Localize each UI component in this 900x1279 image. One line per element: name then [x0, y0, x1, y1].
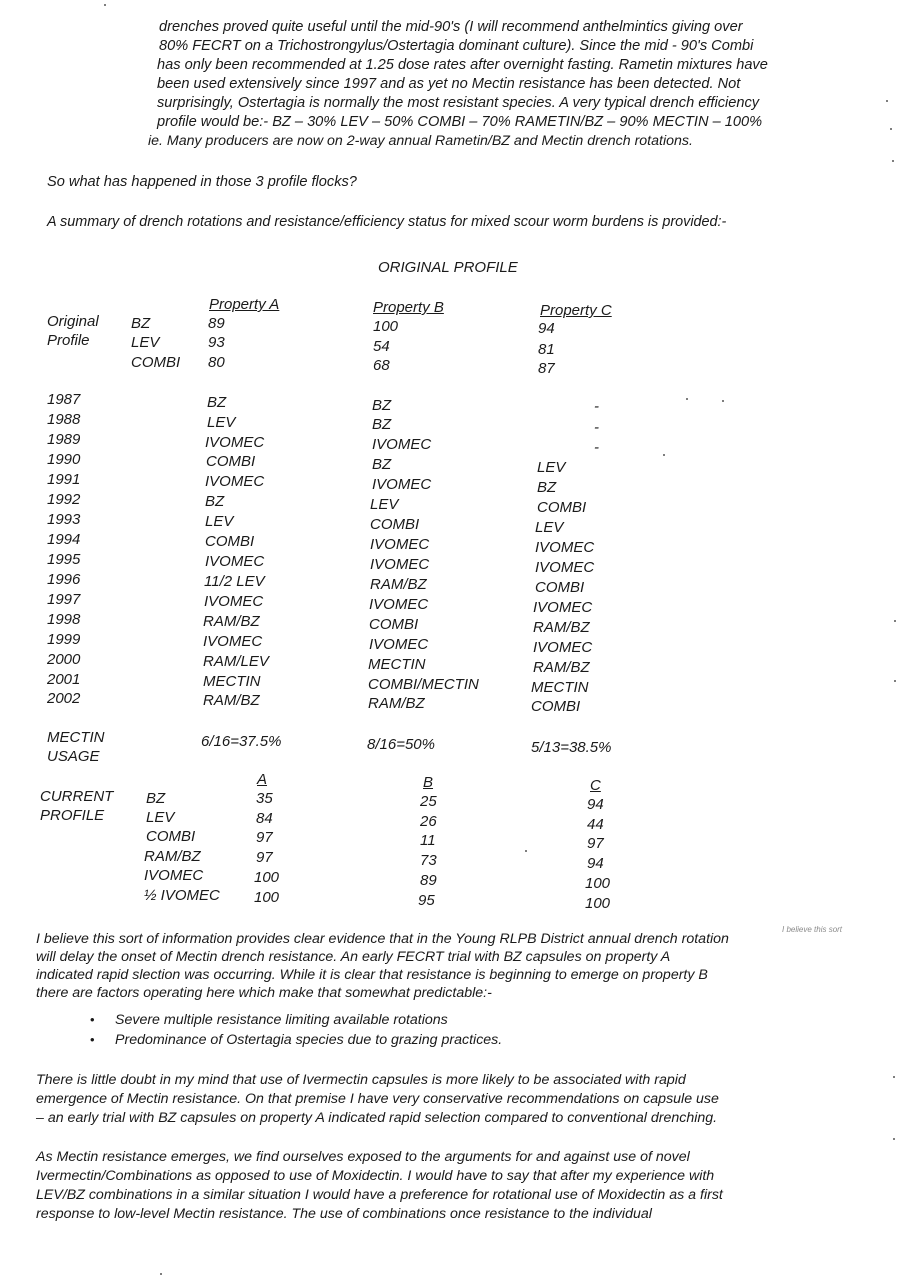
summary-intro: A summary of drench rotations and resistance/efficiency status for mixed scour worm burdens is provided:-	[47, 214, 727, 230]
rotation-b: BZ	[372, 416, 392, 433]
scan-speck	[663, 454, 665, 456]
rotation-a: RAM/LEV	[203, 653, 269, 670]
bullet-dot: •	[90, 1032, 95, 1047]
paragraph-line: As Mectin resistance emerges, we find ourselves exposed to the arguments for and against use of novel	[36, 1149, 690, 1165]
scan-speck	[525, 850, 527, 852]
rotation-b: COMBI	[370, 516, 420, 533]
rotation-b: IVOMEC	[369, 636, 429, 653]
scan-speck	[893, 1138, 895, 1140]
mectin-usage-label: USAGE	[47, 748, 100, 765]
current-header-a: A	[257, 771, 268, 788]
year-cell: 1987	[47, 391, 81, 408]
rotation-b: IVOMEC	[372, 476, 432, 493]
drench-name: IVOMEC	[144, 867, 204, 884]
drench-name: COMBI	[146, 828, 196, 845]
year-cell: 1990	[47, 451, 81, 468]
current-value-b: 95	[418, 892, 435, 909]
rotation-c: -	[594, 398, 599, 415]
current-value-c: 94	[587, 855, 604, 872]
rotation-c: IVOMEC	[535, 539, 595, 556]
year-cell: 1991	[47, 471, 81, 488]
bullet-item: Predominance of Ostertagia species due to grazing practices.	[115, 1032, 503, 1048]
paragraph-line: response to low-level Mectin resistance. The use of combinations once resistance to the individual	[36, 1206, 652, 1222]
property-c-header: Property C	[540, 302, 612, 319]
profile-value-a: 89	[208, 315, 225, 332]
intro-line: surprisingly, Ostertagia is normally the most resistant species. A very typical drench efficiency	[157, 95, 760, 111]
rotation-b: BZ	[372, 456, 392, 473]
rotation-a: COMBI	[205, 533, 255, 550]
paragraph-line: There is little doubt in my mind that use of Ivermectin capsules is more likely to be associated with rapid	[36, 1072, 686, 1088]
rotation-b: LEV	[370, 496, 399, 513]
rotation-a: 11/2 LEV	[204, 573, 265, 590]
current-value-b: 73	[420, 852, 437, 869]
intro-line: drenches proved quite useful until the mid-90's (I will recommend anthelmintics giving over	[159, 19, 743, 35]
rotation-b: COMBI/MECTIN	[368, 676, 479, 693]
rotation-c: IVOMEC	[535, 559, 595, 576]
drench-name: ½ IVOMEC	[144, 887, 220, 904]
year-cell: 2002	[47, 690, 81, 707]
margin-note: I believe this sort	[782, 925, 843, 934]
rotation-c: IVOMEC	[533, 639, 593, 656]
original-profile-label: Original	[47, 313, 99, 330]
intro-line: been used extensively since 1997 and as yet no Mectin resistance has been detected. Not	[157, 76, 741, 92]
paragraph-line: I believe this sort of information provides clear evidence that in the Young RLPB District annual drench rotation	[36, 931, 729, 947]
current-value-a: 84	[256, 810, 273, 827]
current-value-c: 44	[587, 816, 604, 833]
rotation-b: BZ	[372, 397, 392, 414]
current-value-b: 11	[420, 832, 436, 849]
property-b-header: Property B	[373, 299, 444, 316]
year-cell: 2001	[47, 671, 81, 688]
year-cell: 1998	[47, 611, 81, 628]
rotation-c: COMBI	[531, 698, 581, 715]
scan-speck	[886, 100, 888, 102]
bullet-dot: •	[90, 1012, 95, 1027]
rotation-c: -	[594, 419, 599, 436]
mectin-usage-label: MECTIN	[47, 729, 105, 746]
rotation-a: IVOMEC	[203, 633, 263, 650]
drench-name: BZ	[146, 790, 166, 807]
rotation-c: RAM/BZ	[533, 659, 590, 676]
scan-speck	[890, 128, 892, 130]
intro-line: has only been recommended at 1.25 dose rates after overnight fasting. Rametin mixtures have	[157, 57, 768, 73]
mectin-usage-a: 6/16=37.5%	[201, 733, 282, 750]
current-value-a: 35	[256, 790, 273, 807]
year-cell: 1994	[47, 531, 81, 548]
rotation-c: RAM/BZ	[533, 619, 590, 636]
scan-speck	[892, 160, 894, 162]
year-cell: 1995	[47, 551, 81, 568]
rotation-a: LEV	[207, 414, 236, 431]
paragraph-line: emergence of Mectin resistance. On that premise I have very conservative recommendations on capsule use	[36, 1091, 719, 1107]
mectin-usage-c: 5/13=38.5%	[531, 739, 612, 756]
intro-line: profile would be:- BZ – 30% LEV – 50% COMBI – 70% RAMETIN/BZ – 90% MECTIN – 100%	[157, 114, 763, 130]
paragraph-line: LEV/BZ combinations in a similar situation I would have a preference for rotational use of Moxidectin as a first	[36, 1187, 723, 1203]
rotation-b: RAM/BZ	[368, 695, 425, 712]
scan-speck	[160, 1273, 162, 1275]
rotation-b: RAM/BZ	[370, 576, 427, 593]
current-value-a: 97	[256, 829, 273, 846]
question-text: So what has happened in those 3 profile flocks?	[47, 174, 357, 190]
intro-line: 80% FECRT on a Trichostrongylus/Ostertagia dominant culture). Since the mid - 90's Combi	[159, 38, 754, 54]
paragraph-line: there are factors operating here which make that somewhat predictable:-	[36, 985, 492, 1001]
scan-speck	[894, 680, 896, 682]
scan-speck	[104, 4, 106, 6]
current-value-c: 97	[587, 835, 604, 852]
mectin-usage-b: 8/16=50%	[367, 736, 435, 753]
profile-value-b: 54	[373, 338, 390, 355]
year-cell: 1989	[47, 431, 81, 448]
bullet-item: Severe multiple resistance limiting available rotations	[115, 1012, 448, 1028]
rotation-a: RAM/BZ	[203, 692, 260, 709]
current-header-b: B	[423, 774, 434, 791]
profile-value-c: 81	[538, 341, 555, 358]
current-value-c: 100	[585, 895, 611, 912]
rotation-b: IVOMEC	[370, 556, 430, 573]
scan-speck	[722, 400, 724, 402]
rotation-b: MECTIN	[368, 656, 426, 673]
rotation-a: BZ	[205, 493, 225, 510]
profile-value-c: 87	[538, 360, 555, 377]
rotation-c: BZ	[537, 479, 557, 496]
current-value-c: 94	[587, 796, 604, 813]
current-value-b: 26	[420, 813, 437, 830]
rotation-c: LEV	[535, 519, 564, 536]
drench-name: LEV	[131, 334, 160, 351]
paragraph-line: indicated rapid slection was occurring. While it is clear that resistance is beginning to emerge on property B	[36, 967, 708, 983]
current-value-a: 100	[254, 869, 280, 886]
rotation-c: COMBI	[537, 499, 587, 516]
profile-value-a: 80	[208, 354, 225, 371]
rotation-b: IVOMEC	[372, 436, 432, 453]
profile-value-c: 94	[538, 320, 555, 337]
drench-name: COMBI	[131, 354, 181, 371]
current-value-b: 25	[420, 793, 437, 810]
rotation-a: LEV	[205, 513, 234, 530]
year-cell: 1992	[47, 491, 81, 508]
paragraph-line: – an early trial with BZ capsules on property A indicated rapid selection compared to conventional drenching.	[36, 1110, 718, 1126]
table-title: ORIGINAL PROFILE	[378, 259, 518, 276]
rotation-b: COMBI	[369, 616, 419, 633]
rotation-c: MECTIN	[531, 679, 589, 696]
rotation-a: IVOMEC	[205, 553, 265, 570]
profile-value-b: 68	[373, 357, 390, 374]
rotation-c: -	[594, 439, 599, 456]
current-value-a: 100	[254, 889, 280, 906]
year-cell: 1988	[47, 411, 81, 428]
scan-speck	[893, 1076, 895, 1078]
year-cell: 1997	[47, 591, 81, 608]
rotation-c: IVOMEC	[533, 599, 593, 616]
drench-name: RAM/BZ	[144, 848, 201, 865]
rotation-a: IVOMEC	[204, 593, 264, 610]
rotation-a: MECTIN	[203, 673, 261, 690]
rotation-b: IVOMEC	[369, 596, 429, 613]
current-value-c: 100	[585, 875, 611, 892]
rotation-b: IVOMEC	[370, 536, 430, 553]
profile-value-a: 93	[208, 334, 225, 351]
scan-speck	[686, 398, 688, 400]
current-profile-label: PROFILE	[40, 807, 105, 824]
scan-speck	[894, 620, 896, 622]
current-profile-label: CURRENT	[40, 788, 114, 805]
original-profile-label: Profile	[47, 332, 90, 349]
rotation-c: COMBI	[535, 579, 585, 596]
current-value-a: 97	[256, 849, 273, 866]
year-cell: 2000	[47, 651, 81, 668]
rotation-a: IVOMEC	[205, 434, 265, 451]
current-header-c: C	[590, 777, 601, 794]
rotation-a: IVOMEC	[205, 473, 265, 490]
intro-line: ie. Many producers are now on 2-way annual Rametin/BZ and Mectin drench rotations.	[148, 133, 693, 149]
drench-name: BZ	[131, 315, 151, 332]
rotation-a: COMBI	[206, 453, 256, 470]
year-cell: 1993	[47, 511, 81, 528]
year-cell: 1996	[47, 571, 81, 588]
property-a-header: Property A	[209, 296, 280, 313]
paragraph-line: Ivermectin/Combinations as opposed to use of Moxidectin. I would have to say that after my experience with	[36, 1168, 715, 1184]
rotation-a: BZ	[207, 394, 227, 411]
paragraph-line: will delay the onset of Mectin drench resistance. An early FECRT trial with BZ capsules on property A	[36, 949, 671, 965]
current-value-b: 89	[420, 872, 437, 889]
drench-name: LEV	[146, 809, 175, 826]
rotation-c: LEV	[537, 459, 566, 476]
rotation-a: RAM/BZ	[203, 613, 260, 630]
year-cell: 1999	[47, 631, 81, 648]
profile-value-b: 100	[373, 318, 399, 335]
